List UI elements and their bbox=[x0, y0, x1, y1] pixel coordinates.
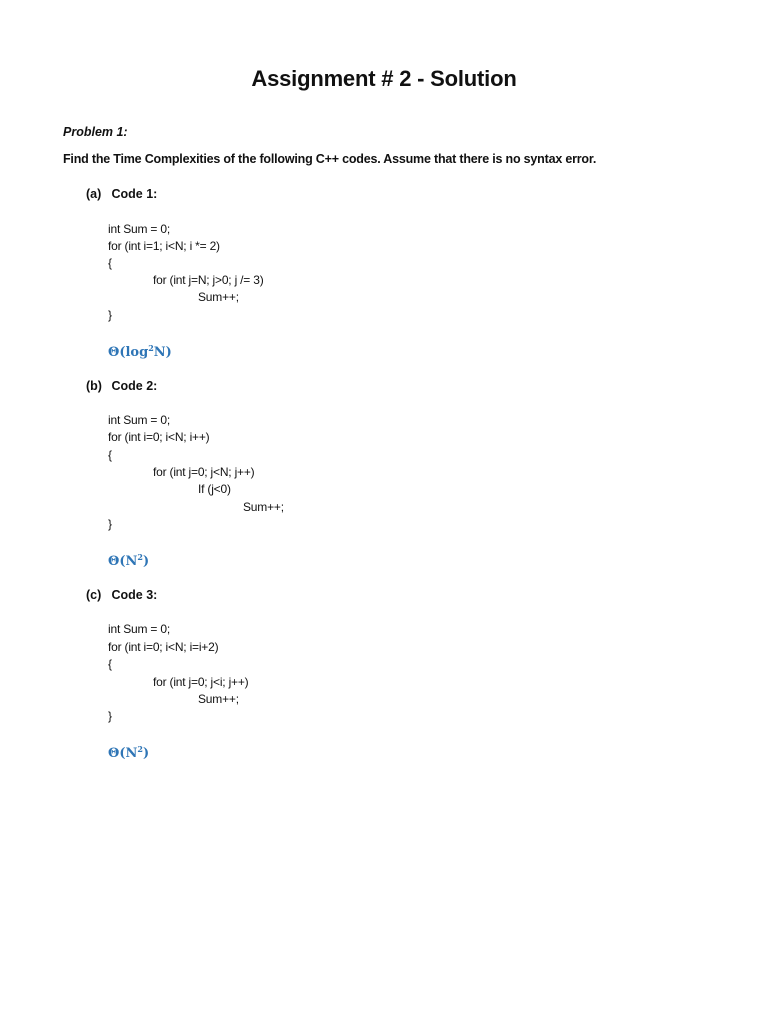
code-line: } bbox=[108, 308, 112, 322]
part-c-heading bbox=[86, 588, 157, 602]
part-a-tag: (a) bbox=[86, 187, 102, 201]
part-a-heading bbox=[86, 187, 157, 201]
answer-exponent: 2 bbox=[137, 552, 143, 562]
answer-suffix: ) bbox=[142, 746, 150, 761]
part-a-answer bbox=[108, 343, 172, 360]
problem-label: Problem 1: bbox=[63, 125, 128, 139]
code-line: { bbox=[108, 448, 112, 462]
code-line: for (int i=0; i<N; i=i+2) bbox=[108, 640, 219, 654]
code-line: for (int j=0; j<N; j++) bbox=[153, 465, 255, 479]
code-line: for (int i=0; i<N; i++) bbox=[108, 430, 210, 444]
page-title: Assignment # 2 - Solution bbox=[251, 66, 517, 91]
code-line: { bbox=[108, 657, 112, 671]
code-line: Sum++; bbox=[243, 500, 284, 514]
code-line: If (j<0) bbox=[198, 482, 231, 496]
part-b-tag: (b) bbox=[86, 379, 102, 393]
answer-prefix: Θ(log bbox=[108, 345, 149, 360]
answer-suffix: ) bbox=[142, 554, 150, 569]
part-c-answer bbox=[108, 744, 149, 761]
answer-exponent: 2 bbox=[137, 744, 143, 754]
part-c-title: Code 3: bbox=[111, 588, 158, 602]
code-line: Sum++; bbox=[198, 692, 239, 706]
code-line: { bbox=[108, 256, 112, 270]
problem-instruction: Find the Time Complexities of the following C++ codes. Assume that there is no syntax error. bbox=[63, 152, 597, 166]
code-line: int Sum = 0; bbox=[108, 413, 170, 427]
code-line: for (int j=0; j<i; j++) bbox=[153, 675, 249, 689]
answer-prefix: Θ(N bbox=[108, 746, 138, 761]
part-c-tag: (c) bbox=[86, 588, 102, 602]
code-line: } bbox=[108, 517, 112, 531]
code-line: int Sum = 0; bbox=[108, 222, 170, 236]
answer-prefix: Θ(N bbox=[108, 554, 138, 569]
part-b-heading bbox=[86, 379, 157, 393]
part-b-answer bbox=[108, 552, 149, 569]
code-line: for (int j=N; j>0; j /= 3) bbox=[153, 273, 264, 287]
code-line: Sum++; bbox=[198, 290, 239, 304]
code-line: } bbox=[108, 709, 112, 723]
part-a-title: Code 1: bbox=[111, 187, 158, 201]
part-b-title: Code 2: bbox=[111, 379, 158, 393]
code-line: for (int i=1; i<N; i *= 2) bbox=[108, 239, 220, 253]
answer-exponent: 2 bbox=[148, 343, 154, 353]
answer-suffix: N) bbox=[153, 345, 172, 360]
code-line: int Sum = 0; bbox=[108, 622, 170, 636]
